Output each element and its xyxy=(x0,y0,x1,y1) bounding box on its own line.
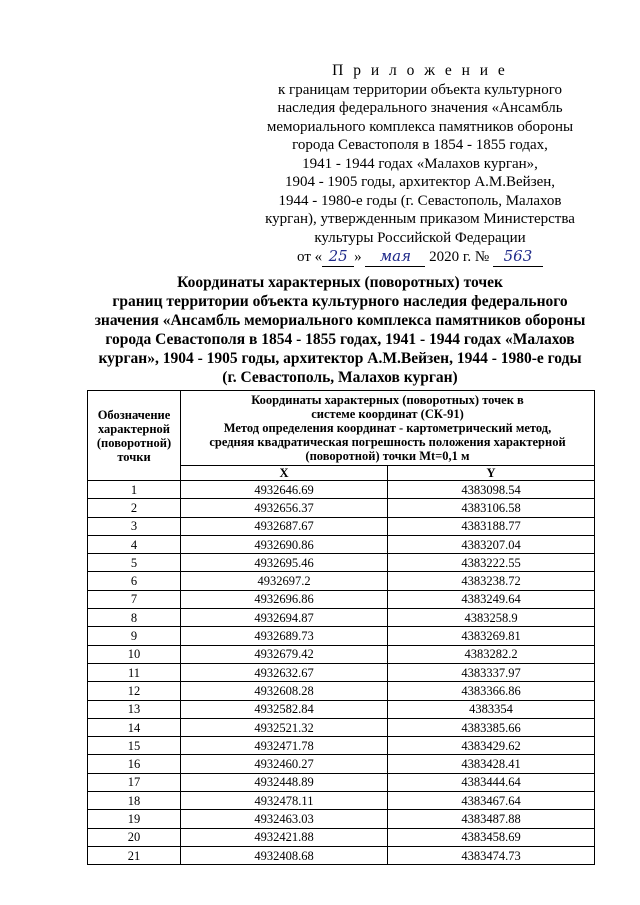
table-row xyxy=(88,554,595,572)
header-text: точки xyxy=(117,449,151,464)
title-line: курган», 1904 - 1905 годы, архитектор А.М.Вейзен, 1944 - 1980-е годы xyxy=(98,350,582,367)
table-row xyxy=(88,828,595,846)
point-number: 18 xyxy=(88,792,181,810)
point-number: 1 xyxy=(88,481,181,499)
appendix-line: 1904 - 1905 годы, архитектор А.М.Вейзен, xyxy=(284,174,556,190)
table-row xyxy=(88,627,595,645)
table-row xyxy=(88,645,595,663)
y-coordinate: 4383428.41 xyxy=(388,755,595,773)
point-number: 20 xyxy=(88,828,181,846)
y-coordinate: 4383258.9 xyxy=(388,609,595,627)
table-row xyxy=(88,718,595,736)
title-line: значения «Ансамбль мемориального комплекса памятников обороны xyxy=(94,312,586,329)
x-header: X xyxy=(181,466,388,481)
y-coordinate: 4383337.97 xyxy=(388,663,595,681)
y-coordinate: 4383282.2 xyxy=(388,645,595,663)
point-number: 17 xyxy=(88,773,181,791)
table-row xyxy=(88,517,595,535)
y-coordinate: 4383487.88 xyxy=(388,810,595,828)
order-mid: » xyxy=(354,249,366,265)
point-number: 16 xyxy=(88,755,181,773)
header-text: системе координат (СК-91) xyxy=(311,407,464,421)
header-text: характерной xyxy=(97,421,171,436)
y-coordinate: 4383458.69 xyxy=(388,828,595,846)
point-number: 6 xyxy=(88,572,181,590)
x-coordinate: 4932463.03 xyxy=(181,810,388,828)
point-number: 12 xyxy=(88,682,181,700)
point-number: 11 xyxy=(88,663,181,681)
appendix-line: наследия федерального значения «Ансамбль xyxy=(277,100,563,116)
order-prefix: от « xyxy=(297,249,323,265)
appendix-line: мемориального комплекса памятников обороны xyxy=(266,118,574,135)
header-text: (поворотной) точки Mt=0,1 м xyxy=(305,449,470,463)
x-coordinate: 4932679.42 xyxy=(181,645,388,663)
x-coordinate: 4932694.87 xyxy=(181,609,388,627)
y-coordinate: 4383238.72 xyxy=(388,572,595,590)
x-coordinate: 4932646.69 xyxy=(181,481,388,499)
table-row xyxy=(88,590,595,608)
x-coordinate: 4932697.2 xyxy=(181,572,388,590)
appendix-line: к границам территории объекта культурного xyxy=(278,81,562,98)
header-text: Обозначение xyxy=(97,407,171,422)
header-text: (поворотной) xyxy=(96,435,172,450)
point-number: 8 xyxy=(88,609,181,627)
x-coordinate: 4932521.32 xyxy=(181,718,388,736)
table-row xyxy=(88,700,595,718)
y-coordinate: 4383106.58 xyxy=(388,499,595,517)
x-coordinate: 4932471.78 xyxy=(181,737,388,755)
x-coordinate: 4932582.84 xyxy=(181,700,388,718)
order-year: 2020 г. № xyxy=(425,249,493,265)
table-row xyxy=(88,499,595,517)
order-day-handwritten: 25 xyxy=(322,247,354,267)
table-row xyxy=(88,663,595,681)
x-coordinate: 4932689.73 xyxy=(181,627,388,645)
y-coordinate: 4383188.77 xyxy=(388,517,595,535)
x-coordinate: 4932632.67 xyxy=(181,663,388,681)
appendix-line: курган), утвержденным приказом Министерства xyxy=(265,211,575,227)
table-row xyxy=(88,773,595,791)
point-number: 13 xyxy=(88,700,181,718)
y-coordinate: 4383207.04 xyxy=(388,535,595,553)
appendix-line: культуры Российской Федерации xyxy=(314,229,526,246)
table-row xyxy=(88,535,595,553)
table-row xyxy=(88,481,595,499)
y-coordinate: 4383429.62 xyxy=(388,737,595,755)
point-number: 7 xyxy=(88,590,181,608)
point-number: 10 xyxy=(88,645,181,663)
order-number-handwritten: 563 xyxy=(493,247,543,267)
coordinates-table xyxy=(87,390,595,865)
point-number: 3 xyxy=(88,517,181,535)
y-coordinate: 4383098.54 xyxy=(388,481,595,499)
x-coordinate: 4932690.86 xyxy=(181,535,388,553)
y-coordinate: 4383467.64 xyxy=(388,792,595,810)
table-row xyxy=(88,792,595,810)
order-month-handwritten: мая xyxy=(365,247,425,267)
y-coordinate: 4383222.55 xyxy=(388,554,595,572)
point-number: 19 xyxy=(88,810,181,828)
point-number: 15 xyxy=(88,737,181,755)
x-coordinate: 4932408.68 xyxy=(181,846,388,864)
x-coordinate: 4932448.89 xyxy=(181,773,388,791)
header-text: средняя квадратическая погрешность положения характерной xyxy=(209,435,566,449)
point-number: 21 xyxy=(88,846,181,864)
table-row xyxy=(88,810,595,828)
order-date-line xyxy=(250,247,590,267)
y-coordinate: 4383444.64 xyxy=(388,773,595,791)
x-coordinate: 4932696.86 xyxy=(181,590,388,608)
title-line: города Севастополя в 1854 - 1855 годах, 1941 - 1944 годах «Малахов xyxy=(105,331,575,348)
appendix-line: города Севастополя в 1854 - 1855 годах, xyxy=(292,137,548,153)
point-number: 9 xyxy=(88,627,181,645)
y-coordinate: 4383354 xyxy=(388,700,595,718)
x-coordinate: 4932608.28 xyxy=(181,682,388,700)
x-coordinate: 4932460.27 xyxy=(181,755,388,773)
table-row xyxy=(88,609,595,627)
table-row xyxy=(88,572,595,590)
table-row xyxy=(88,755,595,773)
appendix-line: 1944 - 1980-е годы (г. Севастополь, Малахов xyxy=(278,192,562,209)
table-row xyxy=(88,846,595,864)
y-coordinate: 4383249.64 xyxy=(388,590,595,608)
title-line: (г. Севастополь, Малахов курган) xyxy=(222,369,458,386)
header-text: Координаты характерных (поворотных) точек в xyxy=(251,393,524,407)
appendix-heading: П р и л о ж е н и е xyxy=(332,62,508,79)
x-coordinate: 4932478.11 xyxy=(181,792,388,810)
x-coordinate: 4932421.88 xyxy=(181,828,388,846)
y-coordinate: 4383385.66 xyxy=(388,718,595,736)
appendix-header xyxy=(250,62,590,267)
table-row xyxy=(88,737,595,755)
point-number: 5 xyxy=(88,554,181,572)
x-coordinate: 4932687.67 xyxy=(181,517,388,535)
point-number: 2 xyxy=(88,499,181,517)
point-number: 14 xyxy=(88,718,181,736)
header-text: Метод определения координат - картометрический метод, xyxy=(223,421,552,435)
y-coordinate: 4383474.73 xyxy=(388,846,595,864)
point-designation-header xyxy=(88,391,181,481)
y-header: Y xyxy=(388,466,595,481)
y-coordinate: 4383269.81 xyxy=(388,627,595,645)
table-row xyxy=(88,682,595,700)
x-coordinate: 4932656.37 xyxy=(181,499,388,517)
document-title xyxy=(80,273,600,387)
point-number: 4 xyxy=(88,535,181,553)
coordinate-system-header xyxy=(181,391,595,466)
x-coordinate: 4932695.46 xyxy=(181,554,388,572)
appendix-line: 1941 - 1944 годах «Малахов курган», xyxy=(302,155,538,172)
title-line: границ территории объекта культурного наследия федерального xyxy=(112,293,568,310)
title-line: Координаты характерных (поворотных) точек xyxy=(177,274,503,291)
y-coordinate: 4383366.86 xyxy=(388,682,595,700)
